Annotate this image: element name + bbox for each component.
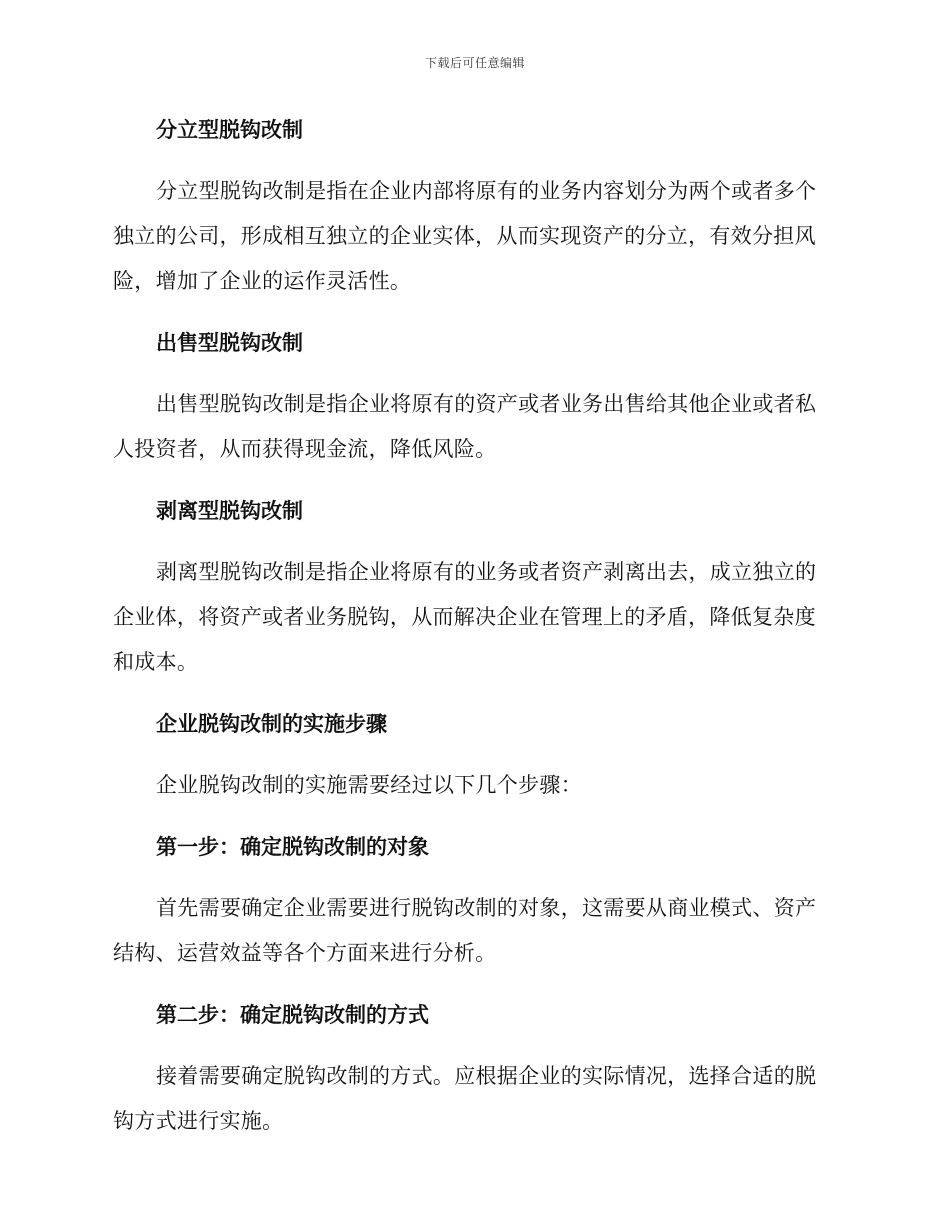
section-paragraph-sale: 出售型脱钩改制是指企业将原有的资产或者业务出售给其他企业或者私人投资者，从而获得现金流，降低风险。 [113,392,817,461]
document-body [113,112,837,1144]
section-heading-sale: 出售型脱钩改制 [156,331,303,355]
section-heading-step-two: 第二步：确定脱钩改制的方式 [156,1003,429,1027]
section-heading-split: 分立型脱钩改制 [156,118,303,142]
section-heading-steps: 企业脱钩改制的实施步骤 [156,712,387,736]
section-heading-divest: 剥离型脱钩改制 [156,499,303,523]
section-paragraph-divest: 剥离型脱钩改制是指企业将原有的业务或者资产剥离出去，成立独立的企业体，将资产或者业务脱钩，从而解决企业在管理上的矛盾，降低复杂度和成本。 [113,560,817,674]
section-paragraph-steps: 企业脱钩改制的实施需要经过以下几个步骤： [156,773,582,797]
section-paragraph-step-one: 首先需要确定企业需要进行脱钩改制的对象，这需要从商业模式、资产结构、运营效益等各个方面来进行分析。 [113,896,817,965]
section-heading-step-one: 第一步：确定脱钩改制的对象 [156,835,429,859]
header-note: 下载后可任意编辑 [424,56,525,70]
section-paragraph-split: 分立型脱钩改制是指在企业内部将原有的业务内容划分为两个或者多个独立的公司，形成相互独立的企业实体，从而实现资产的分立，有效分担风险，增加了企业的运作灵活性。 [113,179,817,293]
section-paragraph-step-two: 接着需要确定脱钩改制的方式。应根据企业的实际情况，选择合适的脱钩方式进行实施。 [113,1064,817,1133]
